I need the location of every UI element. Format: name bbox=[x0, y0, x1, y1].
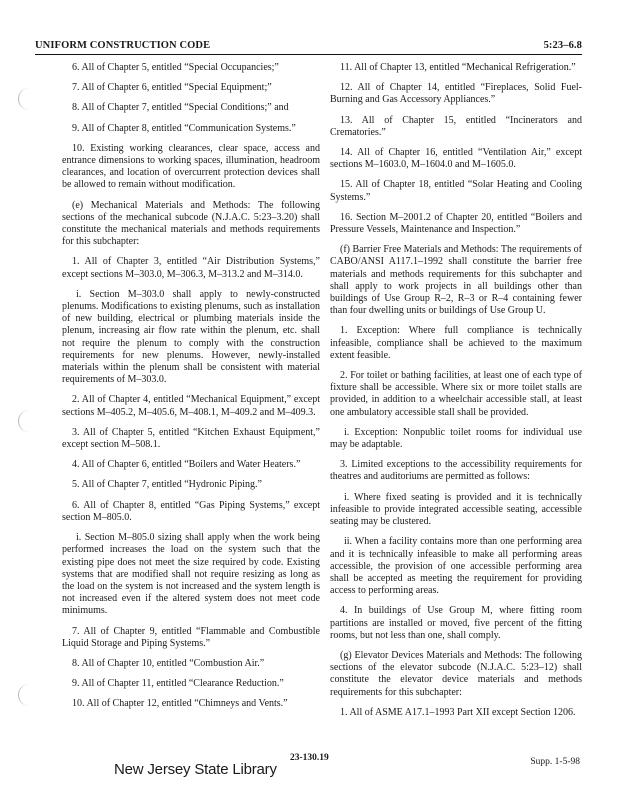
paragraph: 10. All of Chapter 12, entitled “Chimneys and Vents.” bbox=[72, 698, 288, 710]
paragraph: 7. All of Chapter 6, entitled “Special Equipment;” bbox=[72, 82, 272, 94]
paragraph: 3. All of Chapter 5, entitled “Kitchen Exhaust Equipment,” except section M–508.1. bbox=[62, 426, 320, 451]
right-column bbox=[330, 62, 582, 727]
paragraph: 4. All of Chapter 6, entitled “Boilers and Water Heaters.” bbox=[72, 459, 301, 471]
paragraph: 11. All of Chapter 13, entitled “Mechanical Refrigeration.” bbox=[340, 62, 576, 73]
paragraph: 4. In buildings of Use Group M, where fitting room partitions are installed or moved, five percent of the fitting rooms, but not less than one, shall comply. bbox=[330, 605, 582, 641]
paragraph: i. Section M–805.0 sizing shall apply when the work being performed increases the load on the system such that the existing pipe does not meet the size required by code. Existing systems that are modified shall not require resizing as long as the load on the system is not increased and the system length is not increased even if the altered system does not meet code minimums. bbox=[62, 532, 320, 617]
left-column bbox=[62, 62, 320, 719]
paragraph: 14. All of Chapter 16, entitled “Ventilation Air,” except sections M–1603.0, M–1604.0 and M–1605.0. bbox=[330, 147, 582, 171]
paragraph: (e) Mechanical Materials and Methods: The following sections of the mechanical subcode (N.J.A.C. 5:23–3.20) shall constitute the mechanical materials and methods requirements for this subchapter: bbox=[62, 199, 320, 248]
paragraph: 9. All of Chapter 11, entitled “Clearance Reduction.” bbox=[72, 678, 284, 690]
paragraph: i. Where fixed seating is provided and it is technically infeasible to provide integrated accessible seating, accessible seating may be clustered. bbox=[330, 491, 582, 528]
page-footer bbox=[0, 753, 618, 793]
paragraph: 8. All of Chapter 10, entitled “Combustion Air.” bbox=[72, 657, 265, 669]
paragraph: i. Section M–303.0 shall apply to newly-constructed plenums. Modifications to existing plenums, such as installation of new building, electrical or plumbing materials inside the plenum, increasing air flow rate within the plenum, etc. shall not require the plenum to comply with the construction requirements for new plenums. However, newly-installed materials within the plenum shall be consistent with material requirements of M–303.0. bbox=[62, 288, 320, 386]
header-rule bbox=[35, 54, 582, 55]
paragraph: 1. All of ASME A17.1–1993 Part XII except Section 1206. bbox=[340, 706, 576, 718]
binder-hole-mark bbox=[18, 684, 33, 706]
paragraph: ii. When a facility contains more than one performing area and it is technically infeasible to make all performing areas accessible, the provision of one accessible performing area shall be accepted as meeting the requirement for providing access to performing areas. bbox=[330, 536, 582, 597]
paragraph: 3. Limited exceptions to the accessibility requirements for theatres and auditoriums are permitted as follows: bbox=[330, 459, 582, 483]
paragraph: 12. All of Chapter 14, entitled “Fireplaces, Solid Fuel-Burning and Gas Accessory Appliances.” bbox=[330, 82, 582, 106]
header-title: UNIFORM CONSTRUCTION CODE bbox=[35, 40, 211, 51]
paragraph: 7. All of Chapter 9, entitled “Flammable and Combustible Liquid Storage and Piping Systems.” bbox=[62, 625, 320, 649]
paragraph: 8. All of Chapter 7, entitled “Special Conditions;” and bbox=[72, 102, 289, 114]
paragraph: 9. All of Chapter 8, entitled “Communication Systems.” bbox=[72, 122, 296, 134]
supplement-date: Supp. 1-5-98 bbox=[530, 757, 580, 767]
paragraph: (f) Barrier Free Materials and Methods: The requirements of CABO/ANSI A117.1–1992 shall constitute the barrier free materials and methods requirements for this subchapter and shall apply to work projects in all buildings other than buildings of Use Group R–2, R–3 or R–4 containing fewer than four dwelling units or buildings of Use Group U. bbox=[330, 244, 582, 317]
binder-hole-mark bbox=[18, 88, 33, 110]
library-stamp: New Jersey State Library bbox=[114, 761, 277, 778]
header-section-number: 5:23–6.8 bbox=[543, 40, 582, 51]
binder-hole-mark bbox=[18, 410, 33, 432]
paragraph: 6. All of Chapter 8, entitled “Gas Piping Systems,” except section M–805.0. bbox=[62, 499, 320, 523]
paragraph: i. Exception: Nonpublic toilet rooms for individual use may be adaptable. bbox=[330, 426, 582, 451]
paragraph: 5. All of Chapter 7, entitled “Hydronic Piping.” bbox=[72, 479, 262, 491]
paragraph: 2. All of Chapter 4, entitled “Mechanical Equipment,” except sections M–405.2, M–405.6, M–408.1, M–409.2 and M–409.3. bbox=[62, 394, 320, 418]
paragraph: 6. All of Chapter 5, entitled “Special Occupancies;” bbox=[72, 62, 279, 73]
paragraph: 10. Existing working clearances, clear space, access and entrance dimensions to working spaces, illumination, headroom clearances, and location of overcurrent protection devices shall be allowed to remain without modification. bbox=[62, 142, 320, 191]
paragraph: 13. All of Chapter 15, entitled “Incinerators and Crematories.” bbox=[330, 114, 582, 138]
paragraph: 1. Exception: Where full compliance is technically infeasible, compliance shall be achieved to the maximum extent feasible. bbox=[330, 325, 582, 361]
paragraph: 15. All of Chapter 18, entitled “Solar Heating and Cooling Systems.” bbox=[330, 179, 582, 203]
paragraph: 16. Section M–2001.2 of Chapter 20, entitled “Boilers and Pressure Vessels, Maintenance and Inspection.” bbox=[330, 211, 582, 236]
paragraph: (g) Elevator Devices Materials and Methods: The following sections of the elevator subcode (N.J.A.C. 5:23–12) shall constitute the elevator device materials and methods requirements for this subchapter: bbox=[330, 649, 582, 698]
paragraph: 2. For toilet or bathing facilities, at least one of each type of fixture shall be accessible. Where six or more toilet stalls are provided, in addition to a wheelchair accessible stall, at least one ambulatory accessible stall shall be provided. bbox=[330, 370, 582, 418]
page-number: 23-130.19 bbox=[290, 753, 329, 763]
paragraph: 1. All of Chapter 3, entitled “Air Distribution Systems,” except sections M–303.0, M–306.3, M–313.2 and M–314.0. bbox=[62, 256, 320, 280]
